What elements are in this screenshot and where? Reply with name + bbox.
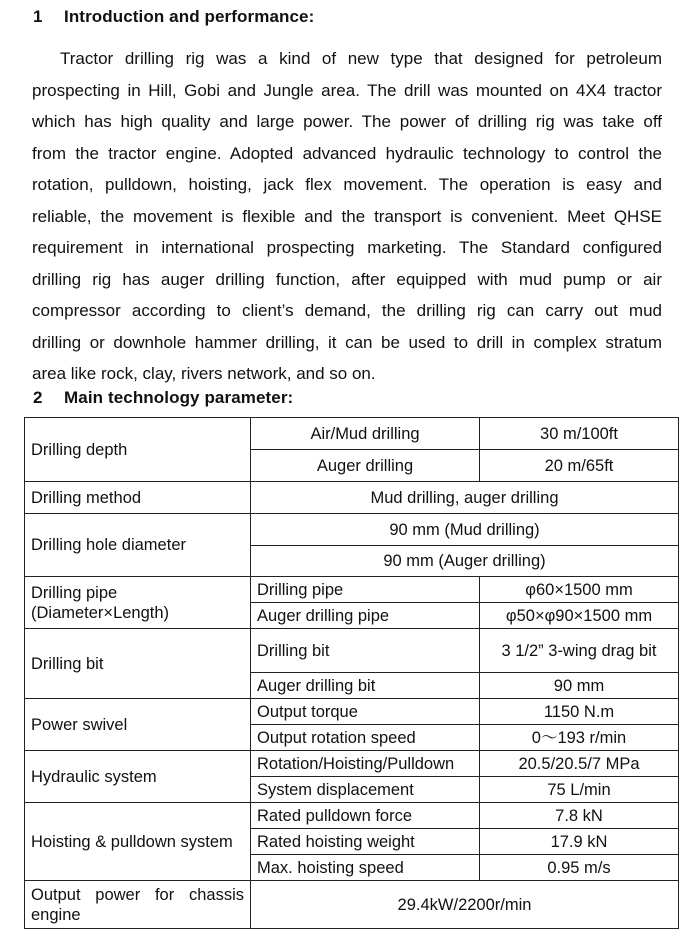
section-title: Introduction and performance: <box>64 7 315 26</box>
paragraph-line: Tractor drilling rig was a kind of new type that designed for petroleum <box>60 49 662 68</box>
param-item: Drilling bit <box>251 629 480 673</box>
param-item: Output torque <box>251 699 480 725</box>
section-title: Main technology parameter: <box>64 388 294 407</box>
param-item: Output rotation speed <box>251 725 480 751</box>
param-value: 0～193 r/min <box>480 725 679 751</box>
hydraulic-system-label: Hydraulic system <box>25 751 251 803</box>
param-value: 90 mm <box>480 673 679 699</box>
drilling-depth-label: Drilling depth <box>25 418 251 482</box>
param-value: φ60×1500 mm <box>480 577 679 603</box>
param-item: Auger drilling pipe <box>251 603 480 629</box>
output-power-label: Output power for chassis engine <box>25 881 251 929</box>
paragraph-line: drilling rig has auger drilling function, after equipped with mud pump or air <box>32 269 662 289</box>
hoisting-pulldown-label: Hoisting & pulldown system <box>25 803 251 881</box>
param-item: Rated hoisting weight <box>251 829 480 855</box>
param-value: 20.5/20.5/7 MPa <box>480 751 679 777</box>
param-value: 3 1/2” 3-wing drag bit <box>480 629 679 673</box>
param-value: 20 m/65ft <box>480 450 679 482</box>
param-item: Max. hoisting speed <box>251 855 480 881</box>
param-value: 1150 N.m <box>480 699 679 725</box>
param-item: Rotation/Hoisting/Pulldown <box>251 751 480 777</box>
paragraph-line: requirement in international prospecting marketing. The Standard configured <box>32 238 662 257</box>
param-item: System displacement <box>251 777 480 803</box>
param-item: Auger drilling <box>251 450 480 482</box>
section-number: 1 <box>33 7 43 26</box>
paragraph-line: reliable, the movement is flexible and the transport is convenient. Meet QHSE <box>32 206 662 226</box>
param-value: 0.95 m/s <box>480 855 679 881</box>
section-heading-1 <box>33 7 314 27</box>
param-item: Auger drilling bit <box>251 673 480 699</box>
param-value: 29.4kW/2200r/min <box>251 881 679 929</box>
param-value: 30 m/100ft <box>480 418 679 450</box>
paragraph-line: which has high quality and large power. The power of drilling rig was take off <box>32 112 662 131</box>
power-swivel-label: Power swivel <box>25 699 251 751</box>
paragraph-line: drilling or downhole hammer drilling, it can be used to drill in complex stratum <box>32 332 662 352</box>
param-item: Air/Mud drilling <box>251 418 480 450</box>
hole-diameter-label: Drilling hole diameter <box>25 514 251 577</box>
param-value: 90 mm (Auger drilling) <box>251 546 679 577</box>
paragraph-line: compressor according to client’s demand, the drilling rig can carry out mud <box>32 301 662 320</box>
drilling-bit-label: Drilling bit <box>25 629 251 699</box>
paragraph-line: rotation, pulldown, hoisting, jack flex movement. The operation is easy and <box>32 175 662 194</box>
param-value: Mud drilling, auger drilling <box>251 482 679 514</box>
parameter-table <box>24 417 679 929</box>
param-value: 75 L/min <box>480 777 679 803</box>
param-value: 7.8 kN <box>480 803 679 829</box>
paragraph-line: prospecting in Hill, Gobi and Jungle area. The drill was mounted on 4X4 tractor <box>32 80 662 100</box>
paragraph-line: area like rock, clay, rivers network, and so on. <box>32 364 376 383</box>
intro-paragraph <box>32 43 662 390</box>
drilling-pipe-label: Drilling pipe (Diameter×Length) <box>25 577 251 629</box>
param-item: Rated pulldown force <box>251 803 480 829</box>
section-number: 2 <box>33 388 43 407</box>
section-heading-2 <box>33 388 293 408</box>
paragraph-line: from the tractor engine. Adopted advanced hydraulic technology to control the <box>32 143 662 163</box>
param-value: 90 mm (Mud drilling) <box>251 514 679 546</box>
param-value: φ50×φ90×1500 mm <box>480 603 679 629</box>
drilling-method-label: Drilling method <box>25 482 251 514</box>
param-value: 17.9 kN <box>480 829 679 855</box>
param-item: Drilling pipe <box>251 577 480 603</box>
